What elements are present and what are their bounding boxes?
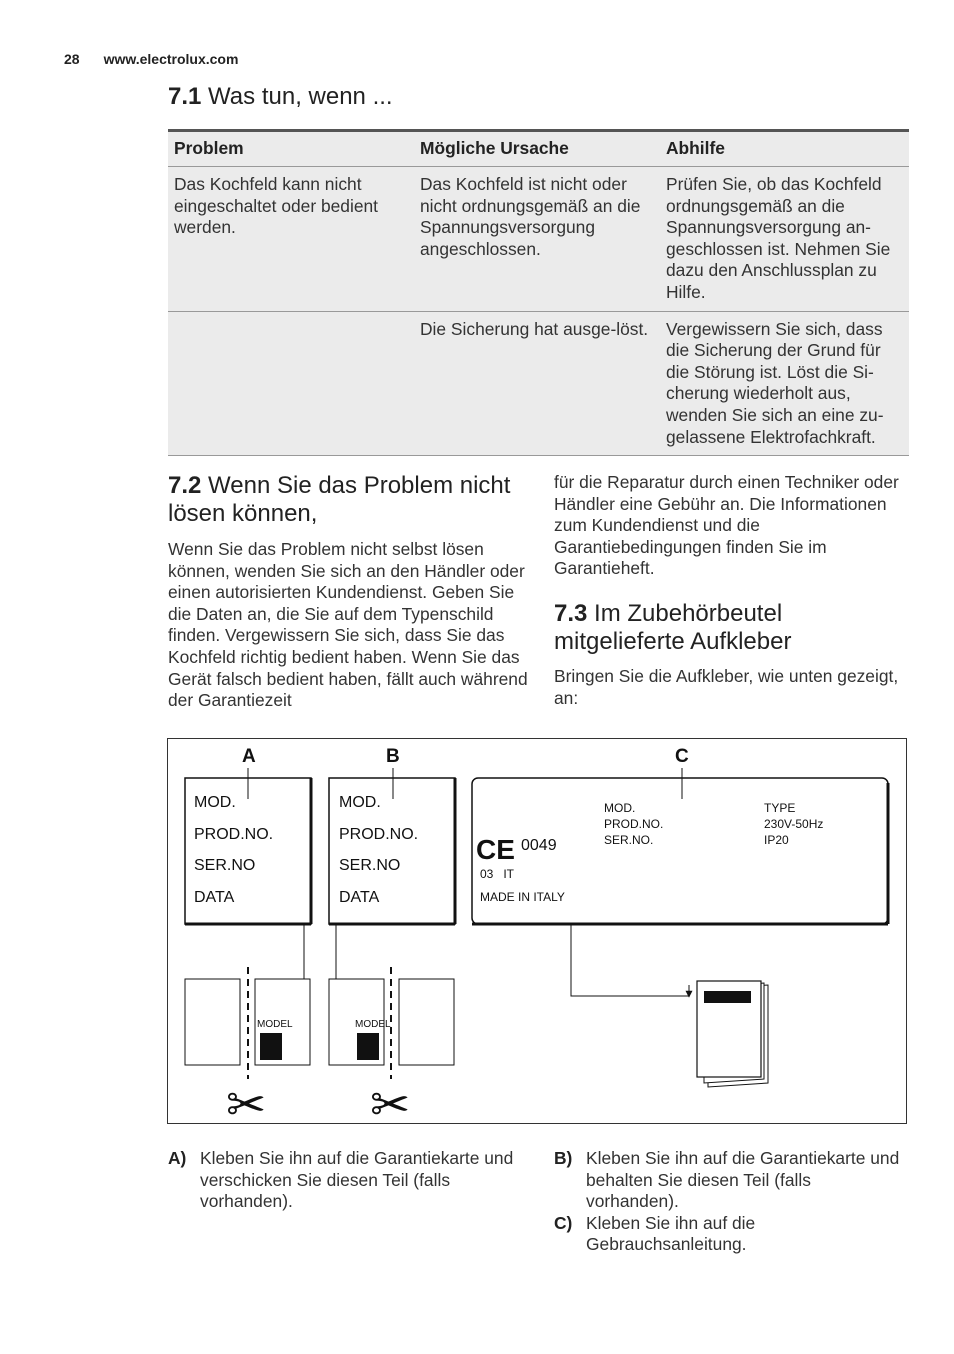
made-in: MADE IN ITALY xyxy=(480,890,565,904)
sticker-b xyxy=(329,768,455,924)
page-header xyxy=(64,51,238,67)
cell-cause: Das Kochfeld ist nicht oder nicht ordnungsgemäß an die Spannungsversorgung angeschlossen. xyxy=(414,167,660,312)
field-data: DATA xyxy=(339,889,380,906)
note-key: B) xyxy=(554,1148,573,1168)
column-header-remedy: Abhilfe xyxy=(660,131,909,167)
label-a: A xyxy=(242,746,256,767)
scissors-icon: ✂ xyxy=(370,1077,411,1125)
field-data: DATA xyxy=(194,889,235,906)
section-7-2-text-b: für die Reparatur durch einen Techniker oder Händler eine Gebühr an. Die Informationen zum Kundendienst und die Garantiebedingungen finden Sie im Garantieheft. xyxy=(554,472,899,579)
note-text: Kleben Sie ihn auf die Garantiekarte und behalten Sie diesen Teil (falls vorhanden). xyxy=(586,1148,900,1212)
sticker-a xyxy=(185,768,311,924)
cell-remedy: Prüfen Sie, ob das Kochfeld ordnungsgemäß an die Spannungsversorgung an-geschlossen ist. Nehmen Sie dazu den Anschlussplan zu Hilfe. xyxy=(660,167,909,312)
ce-number: 0049 xyxy=(521,837,557,854)
notes-right xyxy=(554,1148,904,1256)
note-c xyxy=(554,1213,904,1256)
table-header-row xyxy=(168,131,909,167)
label-b: B xyxy=(386,746,400,767)
section-7-3-text: Bringen Sie die Aufkleber, wie unten gezeigt, an: xyxy=(554,666,899,708)
cell-cause: Die Sicherung hat ausge-löst. xyxy=(414,311,660,456)
scissors-icon: ✂ xyxy=(226,1077,267,1125)
field-prod-no: PROD.NO. xyxy=(194,826,274,843)
section-number: 7.2 xyxy=(168,472,202,499)
column-header-problem: Problem xyxy=(168,131,414,167)
rating-plate-c xyxy=(472,768,888,924)
card-model-label: MODEL xyxy=(355,1019,391,1030)
field-prod-no: PROD.NO. xyxy=(339,826,419,843)
table-row xyxy=(168,311,909,456)
section-7-2-heading xyxy=(168,472,528,528)
field-ser-no: SER.NO xyxy=(194,857,256,874)
plate-type: TYPE xyxy=(764,801,796,815)
note-text: Kleben Sie ihn auf die Garantiekarte und verschicken Sie diesen Teil (falls vorhanden). xyxy=(200,1148,514,1212)
note-text: Kleben Sie ihn auf die Gebrauchsanleitung. xyxy=(586,1212,756,1255)
section-title: Im Zubehörbeutel mitgelieferte Aufkleber xyxy=(554,600,792,655)
table-row xyxy=(168,167,909,312)
plate-ser-no: SER.NO. xyxy=(604,833,654,847)
section-7-2-text-a: Wenn Sie das Problem nicht selbst lösen können, wenden Sie sich an den Händler oder einen autorisierten Kundendienst. Geben Sie die Daten an, die Sie auf dem Typenschild finden. Vergewissern Sie sich, dass Sie das Kochfeld richtig bedient haben. Wenn Sie das Gerät falsch bedient haben, fällt auch während der Garantiezeit xyxy=(168,539,528,711)
ce-mark: CE xyxy=(476,834,515,865)
label-c: C xyxy=(675,746,689,767)
column-header-cause: Mögliche Ursache xyxy=(414,131,660,167)
field-ser-no: SER.NO xyxy=(339,857,401,874)
troubleshooting-table xyxy=(168,129,909,456)
sticker-diagram xyxy=(167,738,907,1124)
plate-code: 03 IT xyxy=(480,867,515,881)
note-key: A) xyxy=(168,1148,187,1168)
cell-problem xyxy=(168,311,414,456)
field-mod: MOD. xyxy=(339,794,381,811)
note-a xyxy=(168,1148,518,1213)
notes-left xyxy=(168,1148,518,1213)
note-key: C) xyxy=(554,1212,573,1233)
section-7-1-heading xyxy=(168,83,393,111)
section-title: Was tun, wenn ... xyxy=(208,83,393,110)
sticker-illustration xyxy=(168,739,908,1125)
note-b xyxy=(554,1148,904,1213)
plate-prod-no: PROD.NO. xyxy=(604,817,664,831)
section-title: Wenn Sie das Problem nicht lösen können, xyxy=(168,472,511,527)
cell-remedy: Vergewissern Sie sich, dass die Sicherung der Grund für die Störung ist. Löst die Si-cherung wiederholt aus, wenden Sie sich an eine zu-gelassene Elektrofachkraft. xyxy=(660,311,909,456)
cell-problem: Das Kochfeld kann nicht eingeschaltet oder bedient werden. xyxy=(168,167,414,312)
field-mod: MOD. xyxy=(194,794,236,811)
user-manual-booklet xyxy=(697,981,768,1087)
section-7-3-heading xyxy=(554,600,914,656)
card-model-label: MODEL xyxy=(257,1019,293,1030)
guarantee-card-b xyxy=(329,967,454,1125)
website-link[interactable]: www.electrolux.com xyxy=(103,51,239,67)
guarantee-card-a xyxy=(185,967,310,1125)
plate-ip-rating: IP20 xyxy=(764,833,789,847)
section-number: 7.3 xyxy=(554,600,588,627)
plate-mod: MOD. xyxy=(604,801,636,815)
plate-voltage: 230V-50Hz xyxy=(764,817,824,831)
page-number: 28 xyxy=(64,51,80,67)
section-number: 7.1 xyxy=(168,83,202,110)
